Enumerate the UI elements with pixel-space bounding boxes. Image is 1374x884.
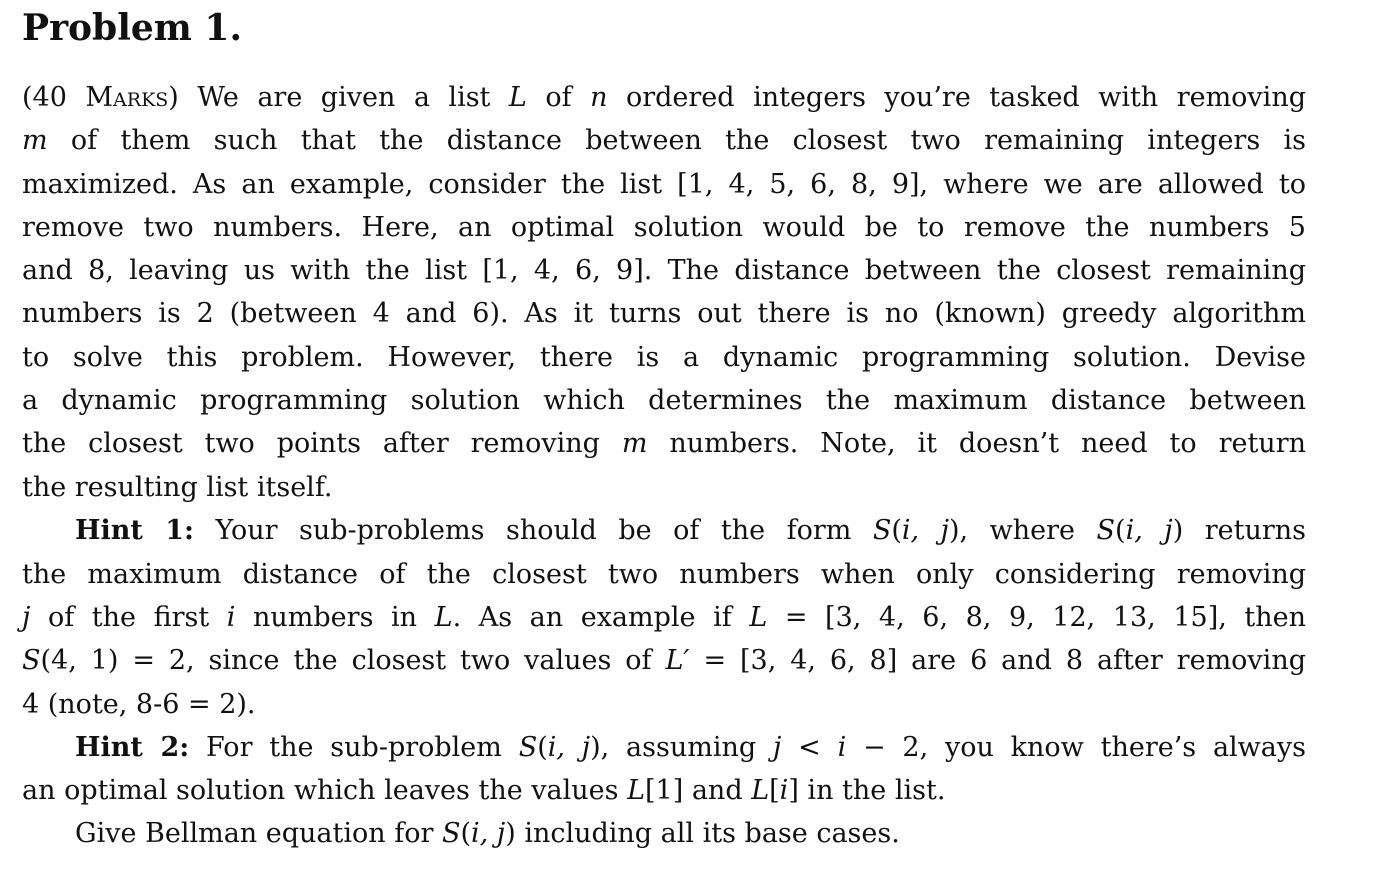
- text-line: a dynamic programming solution which determines the maximum distance between: [22, 385, 1306, 416]
- hint-2-label: Hint 2:: [75, 732, 190, 763]
- hint-2-line: Hint 2: For the sub-problem S(i, j), assuming j < i − 2, you know there’s always: [75, 732, 1306, 763]
- text-line: (40 Marks) We are given a list L of n ordered integers you’re tasked with removing: [22, 82, 1306, 113]
- text-line: remove two numbers. Here, an optimal solution would be to remove the numbers 5: [22, 212, 1306, 243]
- text-line: the maximum distance of the closest two numbers when only considering removing: [22, 559, 1306, 590]
- text-line: an optimal solution which leaves the values L[1] and L[i] in the list.: [22, 775, 946, 806]
- text-line: and 8, leaving us with the list [1, 4, 6, 9]. The distance between the closest remaining: [22, 255, 1306, 286]
- text-line: S(4, 1) = 2, since the closest two values of L′ = [3, 4, 6, 8] are 6 and 8 after removing: [22, 645, 1306, 676]
- hint-1-line: Hint 1: Your sub-problems should be of the form S(i, j), where S(i, j) returns: [75, 515, 1307, 546]
- text-line: numbers is 2 (between 4 and 6). As it turns out there is no (known) greedy algorithm: [22, 298, 1306, 329]
- instruction-line: Give Bellman equation for S(i, j) including all its base cases.: [75, 818, 900, 849]
- text-line: m of them such that the distance between the closest two remaining integers is: [22, 125, 1306, 156]
- text-line: j of the first i numbers in L. As an example if L = [3, 4, 6, 8, 9, 12, 13, 15], then: [22, 602, 1306, 633]
- text-line: maximized. As an example, consider the list [1, 4, 5, 6, 8, 9], where we are allowed to: [22, 169, 1306, 200]
- problem-title: Problem 1.: [22, 7, 243, 49]
- text-line: the closest two points after removing m numbers. Note, it doesn’t need to return: [22, 428, 1306, 459]
- text-line: to solve this problem. However, there is a dynamic programming solution. Devise: [22, 342, 1306, 373]
- hint-1-label: Hint 1:: [75, 515, 194, 546]
- text-line: 4 (note, 8-6 = 2).: [22, 689, 256, 720]
- text-line: the resulting list itself.: [22, 472, 333, 503]
